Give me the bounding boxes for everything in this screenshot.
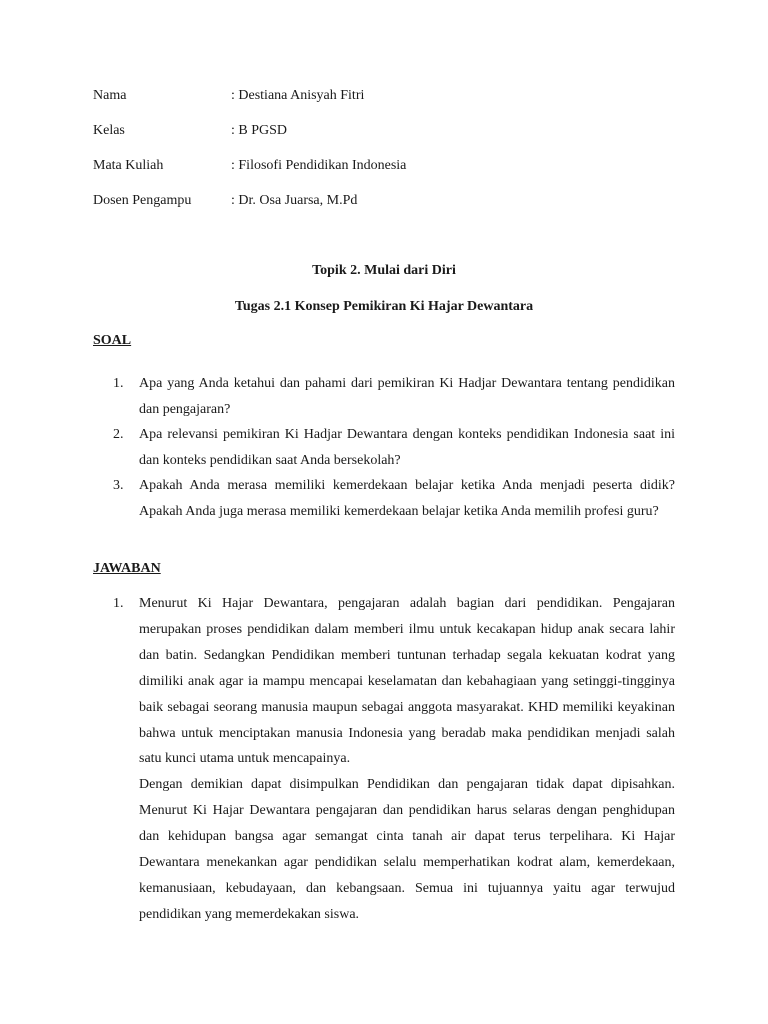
list-item	[93, 591, 675, 928]
info-row-kelas	[93, 121, 673, 156]
info-label: Nama	[93, 88, 127, 103]
info-value: : Filosofi Pendidikan Indonesia	[231, 158, 407, 173]
item-number: 2.	[113, 427, 124, 443]
info-value: : Dr. Osa Juarsa, M.Pd	[231, 193, 358, 208]
question-text: Apakah Anda merasa memiliki kemerdekaan belajar ketika Anda menjadi peserta didik? Apakah Anda juga merasa memiliki kemerdekaan belajar ketika Anda memilih profesi guru?	[139, 478, 675, 519]
list-item	[93, 422, 675, 473]
info-label: Dosen Pengampu	[93, 193, 192, 208]
item-number: 1.	[113, 596, 124, 611]
answer-paragraph: Dengan demikian dapat disimpulkan Pendidikan dan pengajaran tidak dapat dipisahkan. Menurut Ki Hajar Dewantara pengajaran dan pendidikan harus selaras dengan penghidupan dan kehidupan bangsa agar semangat cinta tanah air dapat terus terpelihara. Ki Hajar Dewantara menekankan agar pendidikan selalu memperhatikan kodrat alam, kemerdekaan, kemanusiaan, kebudayaan, dan kebangsaan. Semua ini tujuannya yaitu agar terwujud pendidikan yang memerdekakan siswa.	[139, 777, 675, 922]
soal-heading: SOAL	[93, 333, 132, 348]
question-text: Apa yang Anda ketahui dan pahami dari pemikiran Ki Hadjar Dewantara tentang pendidikan dan pengajaran?	[139, 376, 675, 417]
question-text: Apa relevansi pemikiran Ki Hadjar Dewantara dengan konteks pendidikan Indonesia saat ini dan konteks pendidikan saat Anda bersekolah?	[139, 427, 675, 468]
assignment-title: Tugas 2.1 Konsep Pemikiran Ki Hajar Dewantara	[234, 299, 534, 314]
student-info	[93, 86, 673, 226]
jawaban-heading: JAWABAN	[93, 561, 161, 576]
question-list	[93, 371, 675, 525]
topic-title: Topik 2. Mulai dari Diri	[312, 263, 456, 278]
answer-paragraph: Menurut Ki Hajar Dewantara, pengajaran adalah bagian dari pendidikan. Pengajaran merupakan proses pendidikan dalam memberi ilmu untuk kecakapan hidup anak secara lahir dan batin. Sedangkan Pendidikan memberi tuntunan terhadap segala kekuatan kodrat yang dimiliki anak agar ia mampu mencapai keselamatan dan kebahagiaan yang setinggi-tingginya baik sebagai seorang manusia maupun sebagai anggota masyarakat. KHD memiliki keyakinan bahwa untuk menciptakan manusia Indonesia yang beradab maka pendidikan menjadi salah satu kunci utama untuk mencapainya.	[139, 596, 675, 767]
info-label: Kelas	[93, 123, 125, 138]
answer-body	[139, 591, 675, 928]
info-label: Mata Kuliah	[93, 158, 164, 173]
list-item	[93, 371, 675, 422]
item-number: 3.	[113, 478, 124, 494]
info-value: : Destiana Anisyah Fitri	[231, 88, 365, 103]
item-number: 1.	[113, 376, 124, 391]
answer-list	[93, 591, 675, 928]
info-value: : B PGSD	[231, 123, 288, 138]
info-row-dosen	[93, 191, 673, 226]
info-row-mata-kuliah	[93, 156, 673, 191]
list-item	[93, 473, 675, 524]
info-row-nama	[93, 86, 673, 121]
